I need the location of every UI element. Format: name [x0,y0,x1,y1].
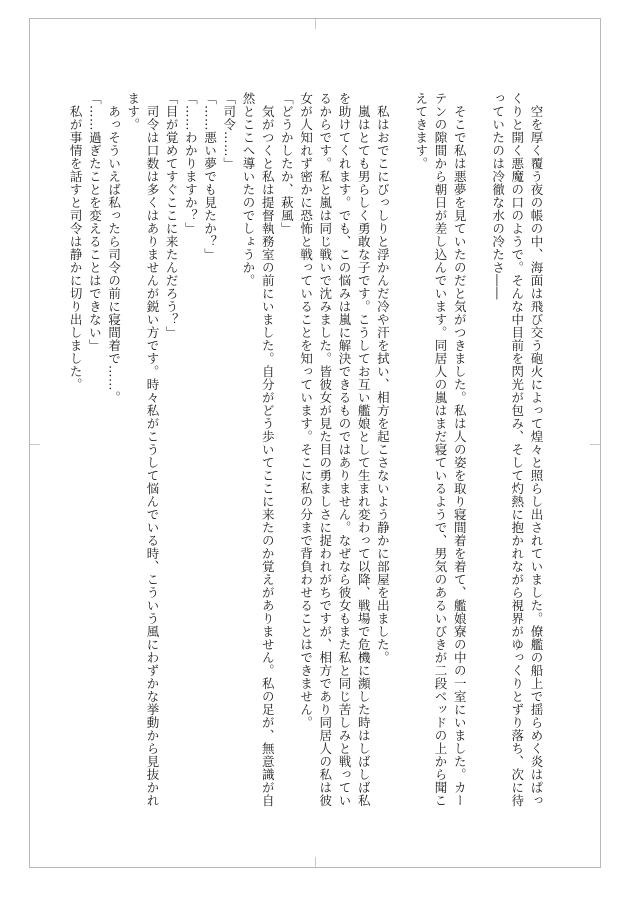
narration-paragraph: あっそういえば私ったら司令の前に寝間着で……。 [106,104,122,404]
crop-mark-top [315,19,316,29]
dialog-line: 「司令……」 [221,92,237,170]
narration-paragraph: 私が事情を話すと司令は静かに切り出しました。 [68,104,84,391]
narration-paragraph: そこで私は悪夢を見ていたのだと気がつきました。私は人の姿を取り寝間着を着て、艦娘寮の中の一室にいました。カーテンの隙間から朝日が差し込んでいます。同居人の嵐はまだ寝ているようで、男気のあるいびきが二段ベッドの上から聞こえてきます。 [413,92,468,807]
crop-mark-left [30,444,40,445]
narration-paragraph: 私はおでこにびっしりと浮かんだ冷や汗を拭い、相方を起こさないよう静かに部屋を出ました。 [375,104,391,664]
dialog-line: 「……過ぎたことを変えることはできない」 [87,92,103,352]
blank-line [392,92,411,812]
crop-mark-right [590,444,600,445]
narration-paragraph: 司令は口数は多くはありませんが鋭い方です。時々私がこうして悩んでいる時、こういう風にわずかな挙動から見抜かれます。 [125,92,160,807]
narration-paragraph: 空を厚く覆う夜の帳の中、海面は飛び交う砲火によって煌々と照らし出されていました。僚艦の船上で揺らめく炎はぱっくりと開く悪魔の口のようで。そんな中目前を閃光が包み、そして灼熱に抱かれながら視界がゆっくりとずり落ち、次に待っていたのは冷徹な水の冷たさ―― [490,92,544,807]
crop-mark-bottom [315,857,316,867]
vertical-body-text [68,92,546,812]
dialog-line: 「目が覚めてすぐここに来たんだろう？」 [164,92,180,339]
dialog-line: 「……悪い夢でも見たか？」 [202,92,218,261]
dialog-line: 「どうかしたか、萩風」 [279,92,295,235]
narration-paragraph: 気がつくと私は提督執務室の前にいました。自分がどう歩いてここに来たのか覚えがありません。私の足が、無意識が自然とここへ導いたのでしょうか。 [240,92,276,807]
dialog-line: 「……わかりますか？」 [183,92,199,235]
blank-line [469,92,488,812]
narration-paragraph: 嵐はとても男らしく勇敢な子です。こうしてお互い艦娘として生まれ変わって以降、戦場で危機に瀕した時はしばしば私を助けてくれます。でも、この悩みは嵐に解決できるものではありません。なぜなら彼女もまた私と同じ苦しみと戦っているからです。私と嵐は同じ戦いで沈みました。皆彼女が見た目の勇ましさに捉われがちですが、相方であり同居人の私は彼女が人知れず密かに恐怖と戦っていることを知っています。そこに私の分まで背負わせることはできません。 [298,92,372,807]
